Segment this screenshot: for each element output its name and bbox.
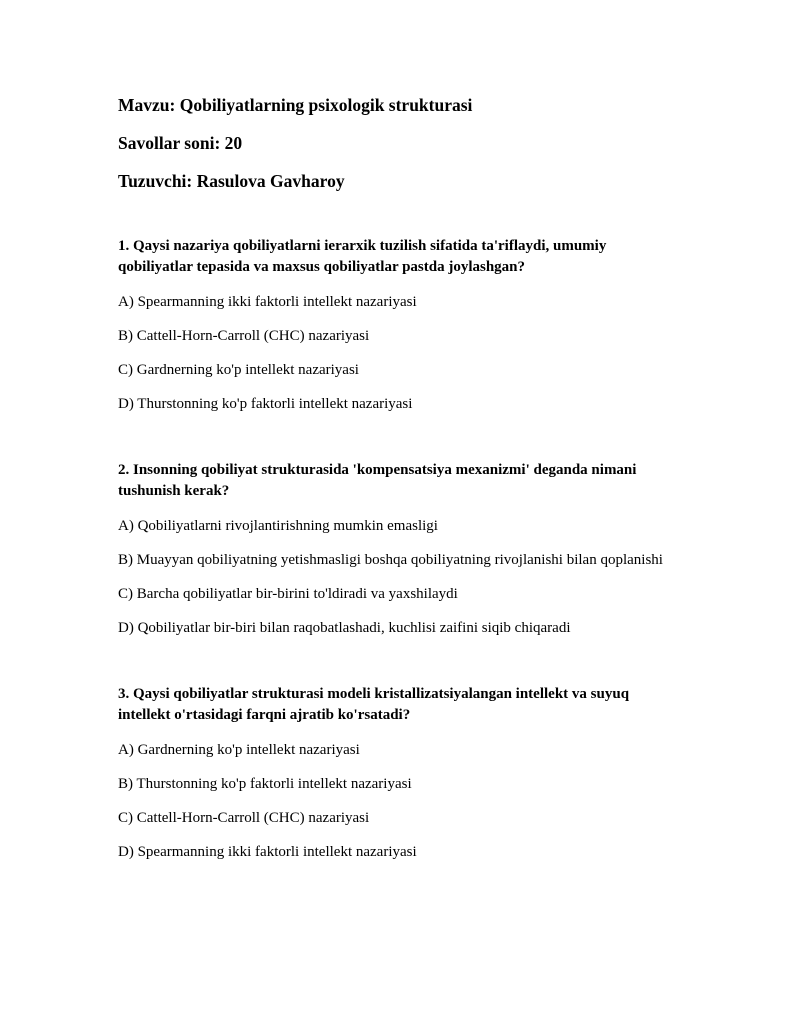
answer-option-c: C) Cattell-Horn-Carroll (CHC) nazariyasi [118, 810, 370, 826]
answer-option-d: D) Qobiliyatlar bir-biri bilan raqobatlashadi, kuchlisi zaifini siqib chiqaradi [118, 620, 571, 636]
question-2 [118, 460, 682, 639]
question-text: 2. Insonning qobiliyat strukturasida 'kompensatsiya mexanizmi' deganda nimani tushunish kerak? [118, 462, 637, 499]
answer-option-a: A) Qobiliyatlarni rivojlantirishning mumkin emasligi [118, 518, 438, 534]
topic-title: Mavzu: Qobiliyatlarning psixologik strukturasi [118, 95, 473, 115]
question-text: 3. Qaysi qobiliyatlar strukturasi modeli kristallizatsiyalangan intellekt va suyuq intellekt o'rtasidagi farqni ajratib ko'rsatadi? [118, 686, 630, 723]
answer-option-d: D) Thurstonning ko'p faktorli intellekt nazariyasi [118, 396, 413, 412]
question-count: Savollar soni: 20 [118, 133, 243, 153]
answer-option-d: D) Spearmanning ikki faktorli intellekt nazariyasi [118, 844, 417, 860]
answer-option-c: C) Gardnerning ko'p intellekt nazariyasi [118, 362, 359, 378]
answer-option-b: B) Muayyan qobiliyatning yetishmasligi boshqa qobiliyatning rivojlanishi bilan qoplanishi [118, 552, 663, 568]
question-spacer [118, 428, 682, 460]
answer-option-b: B) Thurstonning ko'p faktorli intellekt nazariyasi [118, 776, 412, 792]
question-text: 1. Qaysi nazariya qobiliyatlarni ierarxik tuzilish sifatida ta'riflaydi, umumiy qobiliyatlar tepasida va maxsus qobiliyatlar pastda joylashgan? [118, 238, 607, 275]
question-3 [118, 684, 682, 863]
question-1 [118, 236, 682, 415]
question-spacer [118, 652, 682, 684]
author-line: Tuzuvchi: Rasulova Gavharoy [118, 171, 345, 191]
answer-option-c: C) Barcha qobiliyatlar bir-birini to'ldiradi va yaxshilaydi [118, 586, 458, 602]
document-header [118, 94, 682, 236]
answer-option-a: A) Gardnerning ko'p intellekt nazariyasi [118, 742, 360, 758]
answer-option-b: B) Cattell-Horn-Carroll (CHC) nazariyasi [118, 328, 370, 344]
answer-option-a: A) Spearmanning ikki faktorli intellekt nazariyasi [118, 294, 417, 310]
